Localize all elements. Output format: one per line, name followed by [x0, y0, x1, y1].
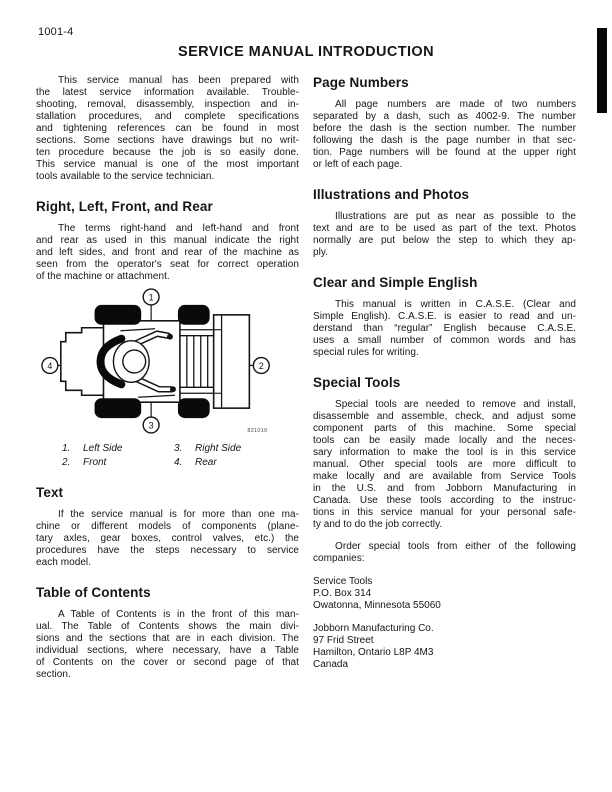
callout-1	[143, 289, 159, 305]
paragraph-illustrations: Illustrations are put as near as possible to the text and are to be used as part of the text. Photos normally are put below the step to which they ap- ply.	[313, 211, 576, 258]
paragraph-text-section: If the service manual is for more than one ma- chine or different models of components (plane- tary axles, gear boxes, control valves, etc.) the procedures have the steps necessary to service each model.	[36, 509, 299, 568]
svg-text:3: 3	[148, 420, 154, 431]
legend-column-2	[174, 442, 241, 469]
legend-item-front: 2. Front	[62, 456, 107, 468]
heading-table-of-contents: Table of Contents	[36, 585, 151, 600]
tire-bottom-right	[178, 398, 210, 418]
section-index-tab	[597, 28, 607, 113]
page-title: SERVICE MANUAL INTRODUCTION	[178, 44, 434, 60]
callout-2	[253, 358, 269, 374]
paragraph-orientation: The terms right-hand and left-hand and front and rear as used in this manual indicate the right and left sides, and front and rear of the machine as seen from the operator's seat for correct operation of the machine or attachment.	[36, 223, 299, 282]
figure-code: 821019	[247, 427, 268, 434]
tire-top-left	[95, 305, 142, 325]
figure-legend	[36, 442, 299, 469]
paragraph-special-tools: Special tools are needed to remove and install, disassemble and assemble, check, and adjust some component parts of this machine. Some special tools can be easily made locally and the neces- sary information to make the tool is in this service manual. Other special tools are more difficult to make locally and are available from Service Tools in the U.S. and from Jobborn Manufacturing in Canada. Use these tools according to the instruc- tions in this service manual for your personal safe- ty and to do the job correctly.	[313, 399, 576, 530]
paragraph-order-tools: Order special tools from either of the following companies:	[313, 541, 576, 564]
heading-illustrations-and-photos: Illustrations and Photos	[313, 187, 470, 202]
callout-3	[143, 417, 159, 433]
heading-special-tools: Special Tools	[313, 375, 401, 390]
legend-item-left-side: 1. Left Side	[62, 443, 123, 454]
machine-top-view-drawing	[36, 286, 298, 437]
paragraph-table-of-contents: A Table of Contents is in the front of this man- ual. The Table of Contents shows the main divi- sions and the sections that are in each division. The individual sections, where necessary, have a Table of Contents on the cover or second page of that section.	[36, 609, 299, 680]
svg-text:4: 4	[47, 360, 53, 371]
heading-clear-and-simple-english: Clear and Simple English	[313, 275, 478, 290]
paragraph-case-english: This manual is written in C.A.S.E. (Clear and Simple English). C.A.S.E. is easier to read and un- derstand than “regular” English because C.A.S.E. uses a small number of common words and has special rules for writing.	[313, 299, 576, 358]
tire-top-right	[178, 305, 210, 325]
column-left	[36, 75, 299, 681]
svg-text:1: 1	[148, 292, 154, 303]
machine-bucket	[214, 315, 250, 408]
column-right	[313, 75, 576, 681]
legend-item-rear: 4. Rear	[174, 456, 217, 468]
address-service-tools: Service Tools P.O. Box 314 Owatonna, Minnesota 55060	[313, 576, 441, 611]
operator-head	[123, 350, 146, 373]
heading-right-left-front-rear: Right, Left, Front, and Rear	[36, 199, 213, 214]
paragraph-page-numbers: All page numbers are made of two numbers separated by a dash, such as 4002-9. The number before the dash is the section number. The number following the dash is the page number in that sec- tion. Page numbers will be found at the upper right or left of each page.	[313, 99, 576, 170]
address-jobborn-manufacturing: Jobborn Manufacturing Co. 97 Frid Street Hamilton, Ontario L8P 4M3 Canada	[313, 623, 434, 670]
two-column-layout	[36, 75, 576, 681]
loader-arm-linkage	[180, 330, 214, 394]
svg-text:2: 2	[258, 360, 264, 371]
callout-4	[42, 358, 58, 374]
machine-top-view-figure	[36, 286, 299, 469]
page-number: 1001-4	[38, 26, 74, 38]
legend-item-right-side: 3. Right Side	[174, 443, 242, 454]
heading-text: Text	[36, 485, 64, 500]
paragraph-intro: This service manual has been prepared with the latest service information available. Trouble- shooting, removal, disassembly, inspection and in- stallation procedures, and complete specifications and tightening references can be found in most sections. Some sections have drawings but no writ- ten procedure because the job is so easily done. This service manual is one of the most important tools available to the service technician.	[36, 75, 299, 182]
legend-column-1	[62, 442, 174, 469]
heading-page-numbers: Page Numbers	[313, 75, 409, 90]
tire-bottom-left	[95, 398, 142, 418]
